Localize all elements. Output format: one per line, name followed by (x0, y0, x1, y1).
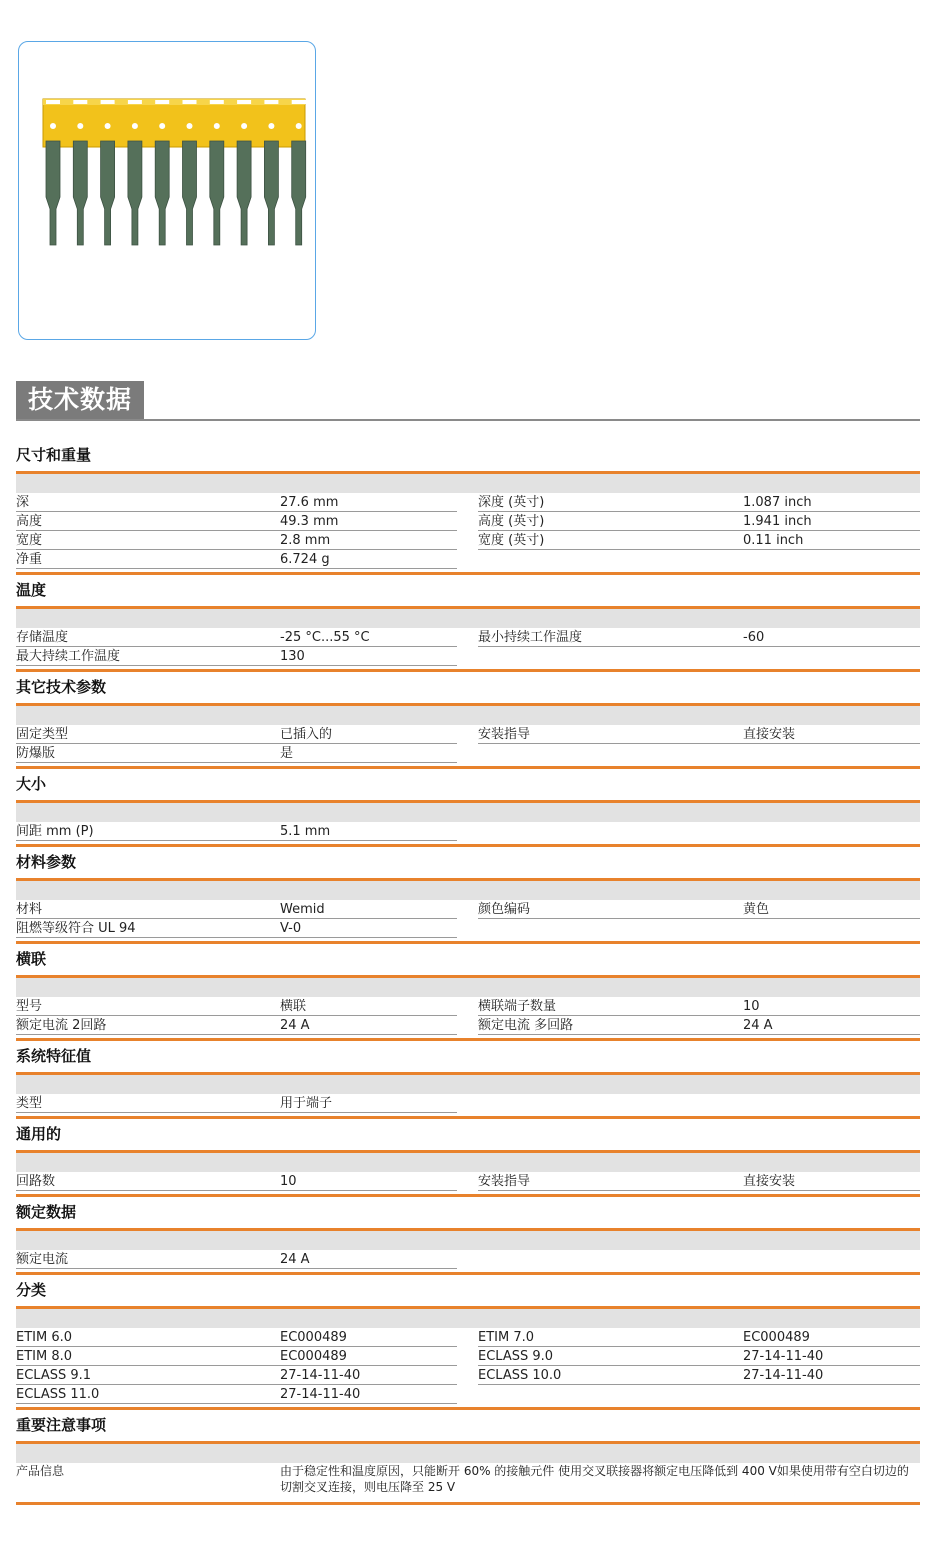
spec-label: 型号 (16, 999, 43, 1014)
spec-label: 额定电流 2回路 (16, 1018, 107, 1033)
section-band (16, 881, 920, 900)
spec-row (16, 493, 920, 512)
spec-row (16, 531, 920, 550)
spec-value: V-0 (280, 921, 302, 936)
spec-row (16, 550, 920, 569)
spec-rows (16, 493, 920, 569)
spec-label: 高度 (16, 514, 43, 529)
spec-value: 5.1 mm (280, 824, 331, 839)
spec-row (16, 1094, 920, 1113)
tech-data-header (16, 381, 920, 421)
spec-row (16, 647, 920, 666)
spec-label: ECLASS 11.0 (16, 1387, 100, 1402)
contact-hole (268, 123, 274, 129)
section-band (16, 1231, 920, 1250)
spec-rows (16, 1250, 920, 1269)
spec-value: 黄色 (743, 902, 770, 917)
spec-row (16, 1328, 920, 1347)
spec-label: 产品信息 (16, 1464, 65, 1478)
row-divider (16, 1190, 457, 1191)
section-band (16, 1075, 920, 1094)
spec-section-notice (16, 1410, 920, 1505)
spec-label: ECLASS 10.0 (478, 1368, 562, 1383)
spec-value: 49.3 mm (280, 514, 339, 529)
connector-pin (183, 141, 197, 245)
bar-notch (210, 100, 224, 104)
spec-value: 27.6 mm (280, 495, 339, 510)
spec-label: 安装指导 (478, 727, 531, 742)
connector-pin (264, 141, 278, 245)
spec-row (16, 725, 920, 744)
spec-section-rated-data (16, 1197, 920, 1275)
spec-value: 1.087 inch (743, 495, 812, 510)
spec-row (16, 744, 920, 763)
spec-row (16, 1385, 920, 1404)
spec-row (16, 1366, 920, 1385)
section-title: 重要注意事项 (16, 1410, 920, 1444)
spec-label: 安装指导 (478, 1174, 531, 1189)
spec-value: -60 (743, 630, 765, 645)
contact-hole (50, 123, 56, 129)
bar-notch (183, 100, 197, 104)
connector-pin (73, 141, 87, 245)
row-divider (478, 1034, 920, 1035)
spec-value: 1.941 inch (743, 514, 812, 529)
notice-text: 由于稳定性和温度原因，只能断开 60% 的接触元件 使用交叉联接器将额定电压降低到 400 V如果使用带有空白切边的切割交叉连接，则电压降至 25 V (280, 1464, 909, 1494)
spec-section-other-tech-params (16, 672, 920, 769)
spec-row (16, 512, 920, 531)
spec-row (16, 628, 920, 647)
spec-section-temperature (16, 575, 920, 672)
spec-section-size (16, 769, 920, 847)
row-divider (16, 762, 457, 763)
spec-label: 高度 (英寸) (478, 514, 545, 529)
spec-value: 27-14-11-40 (280, 1368, 361, 1383)
spec-section-dimensions-weight (16, 440, 920, 575)
contact-hole (132, 123, 138, 129)
connector-pin (292, 141, 306, 245)
spec-rows (16, 725, 920, 763)
connector-pin (128, 141, 142, 245)
spec-value: EC000489 (280, 1330, 347, 1345)
row-divider (16, 568, 457, 569)
spec-rows (16, 628, 920, 666)
section-title: 系统特征值 (16, 1041, 920, 1075)
spec-row (16, 1016, 920, 1035)
spec-value: 直接安装 (743, 1174, 796, 1189)
spec-value: 直接安装 (743, 727, 796, 742)
spec-label: 材料 (16, 902, 43, 917)
spec-rows (16, 1328, 920, 1404)
spec-row (16, 1347, 920, 1366)
spec-label: ECLASS 9.0 (478, 1349, 554, 1364)
spec-row (16, 1463, 920, 1499)
section-title: 通用的 (16, 1119, 920, 1153)
spec-value: 24 A (280, 1252, 310, 1267)
section-title: 温度 (16, 575, 920, 609)
section-band (16, 474, 920, 493)
connector-pin (237, 141, 251, 245)
spec-row (16, 919, 920, 938)
spec-row (16, 1172, 920, 1191)
spec-row (16, 1250, 920, 1269)
bar-notch (237, 100, 251, 104)
row-divider (16, 840, 457, 841)
spec-value: 2.8 mm (280, 533, 331, 548)
contact-hole (214, 123, 220, 129)
section-band (16, 1309, 920, 1328)
spec-label: 最小持续工作温度 (478, 630, 583, 645)
section-title: 分类 (16, 1275, 920, 1309)
spec-value: 是 (280, 746, 294, 761)
section-band (16, 706, 920, 725)
spec-value: 27-14-11-40 (743, 1349, 824, 1364)
spec-label: 阻燃等级符合 UL 94 (16, 921, 136, 936)
spec-label: 存储温度 (16, 630, 69, 645)
spec-value: 0.11 inch (743, 533, 804, 548)
connector-pin (46, 141, 60, 245)
spec-label: 深 (16, 495, 30, 510)
bar-notch (101, 100, 115, 104)
spec-label: ETIM 6.0 (16, 1330, 73, 1345)
spec-section-cross-connection (16, 944, 920, 1041)
spec-label: 最大持续工作温度 (16, 649, 121, 664)
spec-section-classification (16, 1275, 920, 1410)
bar-notch (264, 100, 278, 104)
bar-notch (46, 100, 60, 104)
spec-section-material-params (16, 847, 920, 944)
spec-row (16, 822, 920, 841)
row-divider (16, 1268, 457, 1269)
spec-rows (16, 997, 920, 1035)
spec-rows (16, 1094, 920, 1113)
spec-label: 宽度 (16, 533, 43, 548)
row-divider (16, 937, 457, 938)
spec-value: -25 °C...55 °C (280, 630, 370, 645)
spec-label: 横联端子数量 (478, 999, 557, 1014)
spec-value: 10 (743, 999, 760, 1014)
row-divider (16, 665, 457, 666)
product-image (41, 97, 307, 292)
connector-pin (101, 141, 115, 245)
spec-value: 24 A (743, 1018, 773, 1033)
bar-notch (128, 100, 142, 104)
spec-label: 额定电流 (16, 1252, 69, 1267)
contact-hole (241, 123, 247, 129)
section-band (16, 803, 920, 822)
spec-value: 27-14-11-40 (743, 1368, 824, 1383)
spec-rows (16, 1172, 920, 1191)
spec-label: 深度 (英寸) (478, 495, 545, 510)
tech-data-title: 技术数据 (16, 381, 144, 419)
section-band (16, 1444, 920, 1463)
row-divider (478, 1190, 920, 1191)
section-band (16, 609, 920, 628)
spec-label: 额定电流 多回路 (478, 1018, 574, 1033)
bar-notch (292, 100, 306, 104)
contact-hole (187, 123, 193, 129)
connector-pin (155, 141, 169, 245)
section-title: 其它技术参数 (16, 672, 920, 706)
contact-hole (77, 123, 83, 129)
section-title: 尺寸和重量 (16, 440, 920, 474)
spec-section-general (16, 1119, 920, 1197)
spec-row (16, 900, 920, 919)
spec-label: ECLASS 9.1 (16, 1368, 92, 1383)
row-divider (16, 1034, 457, 1035)
bar-notch (155, 100, 169, 104)
section-end-rule (16, 1502, 920, 1505)
section-title: 大小 (16, 769, 920, 803)
section-title: 额定数据 (16, 1197, 920, 1231)
spec-label: 防爆版 (16, 746, 56, 761)
row-divider (16, 1112, 457, 1113)
spec-label: 类型 (16, 1096, 43, 1111)
spec-value: 6.724 g (280, 552, 330, 567)
spec-rows (16, 900, 920, 938)
spec-section-system-characteristics (16, 1041, 920, 1119)
spec-value: 已插入的 (280, 727, 333, 742)
spec-label: 净重 (16, 552, 43, 567)
spec-value: 用于端子 (280, 1096, 333, 1111)
spec-table (16, 440, 920, 1505)
spec-label: 回路数 (16, 1174, 56, 1189)
spec-value: 24 A (280, 1018, 310, 1033)
row-divider (16, 1403, 457, 1404)
spec-value: 27-14-11-40 (280, 1387, 361, 1402)
spec-value: EC000489 (743, 1330, 810, 1345)
spec-rows (16, 822, 920, 841)
spec-label: 间距 mm (P) (16, 824, 94, 839)
spec-label: ETIM 8.0 (16, 1349, 73, 1364)
spec-value: 10 (280, 1174, 297, 1189)
spec-value: 横联 (280, 999, 307, 1014)
spec-value: Wemid (280, 902, 325, 917)
spec-value: EC000489 (280, 1349, 347, 1364)
section-title: 横联 (16, 944, 920, 978)
spec-label: 颜色编码 (478, 902, 531, 917)
section-title: 材料参数 (16, 847, 920, 881)
connector-pin (210, 141, 224, 245)
contact-hole (159, 123, 165, 129)
spec-row (16, 997, 920, 1016)
contact-hole (296, 123, 302, 129)
section-band (16, 978, 920, 997)
section-band (16, 1153, 920, 1172)
spec-label: ETIM 7.0 (478, 1330, 535, 1345)
bar-notch (73, 100, 87, 104)
spec-label: 宽度 (英寸) (478, 533, 545, 548)
spec-value: 130 (280, 649, 305, 664)
spec-label: 固定类型 (16, 727, 69, 742)
product-image-frame (18, 41, 316, 340)
contact-hole (105, 123, 111, 129)
